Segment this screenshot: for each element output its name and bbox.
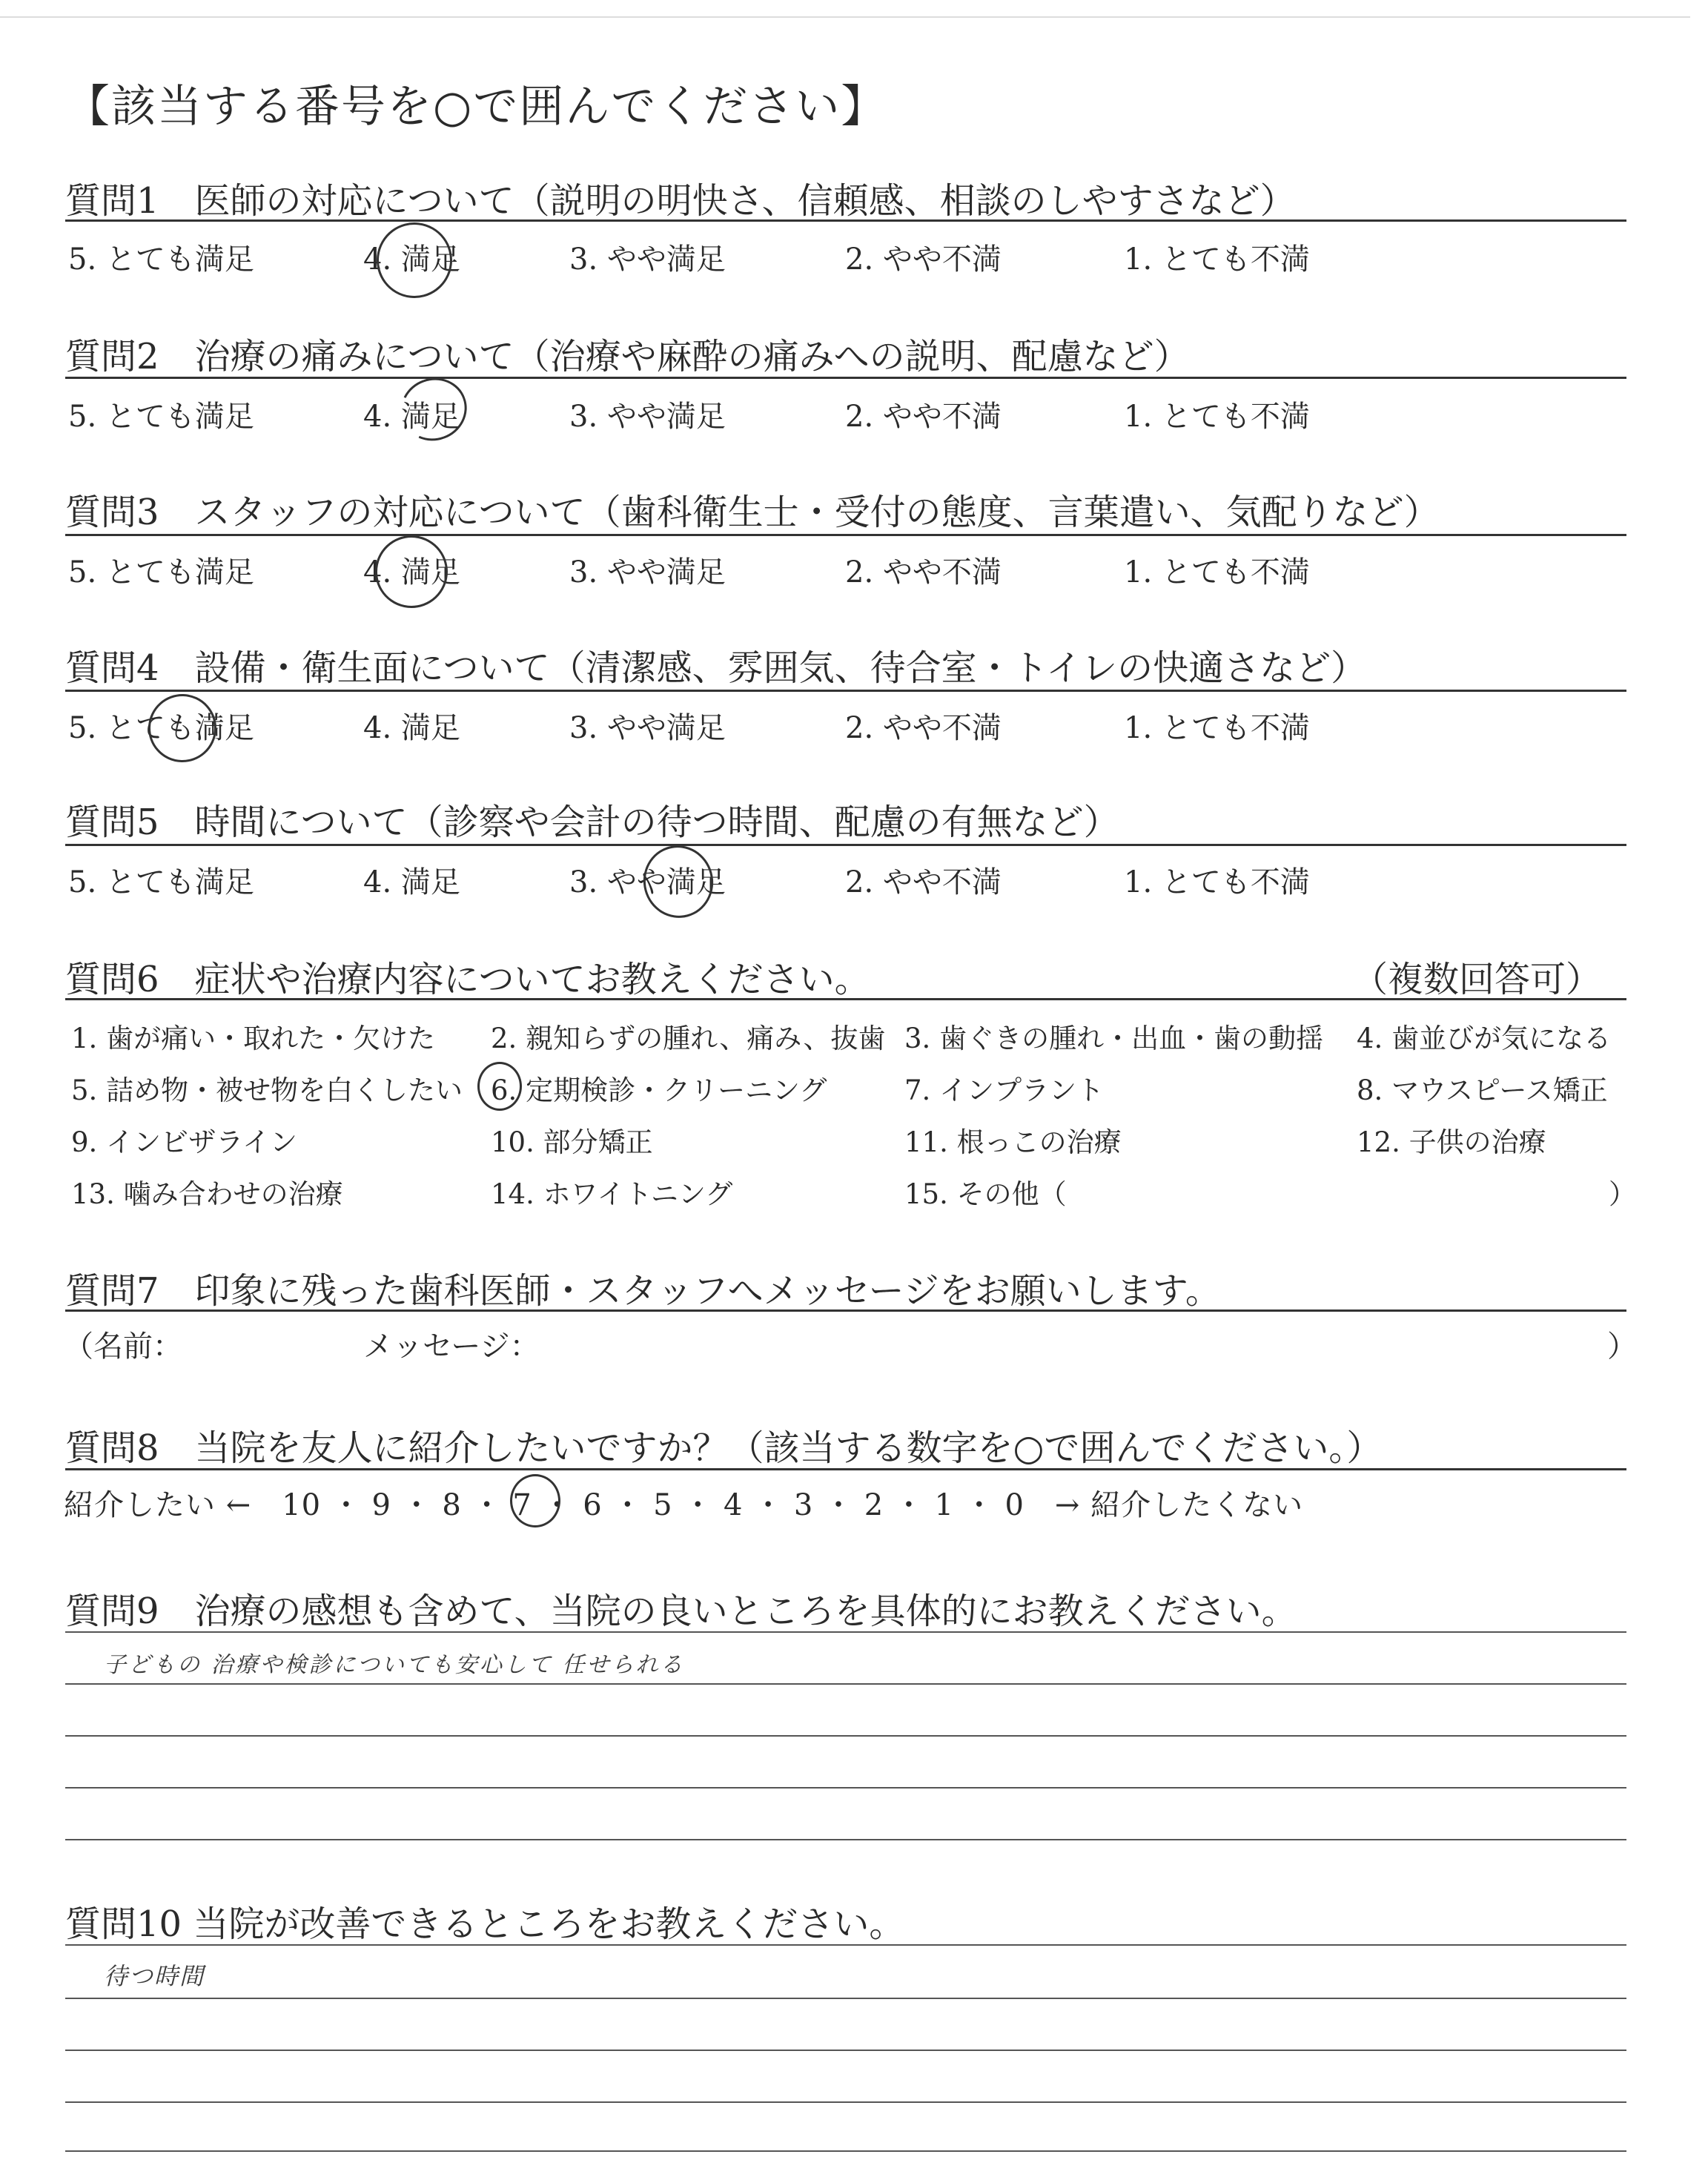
q3-option-5[interactable]: 5. とても満足 xyxy=(68,555,254,589)
q1-option-1[interactable]: 1. とても不満 xyxy=(1124,242,1310,277)
q6-item-2[interactable]: 2. 親知らずの腫れ、痛み、抜歯 xyxy=(491,1023,886,1054)
q3-option-2[interactable]: 2. やや不満 xyxy=(845,555,1002,589)
q10-answer-line-2 xyxy=(65,1998,1626,1999)
q4-option-5[interactable]: 5. とても満足 xyxy=(68,711,254,745)
question-7-rule xyxy=(65,1309,1626,1312)
q6-item-9[interactable]: 9. インビザライン xyxy=(71,1126,297,1158)
q9-answer-line-2 xyxy=(65,1683,1626,1685)
q6-other-close-paren: ） xyxy=(1609,1178,1636,1210)
q5-option-1[interactable]: 1. とても不満 xyxy=(1124,865,1310,899)
question-5-title: 質問5 時間について（診察や会計の待つ時間、配慮の有無など） xyxy=(65,802,1119,843)
question-8-rule xyxy=(65,1468,1626,1470)
q6-item-4[interactable]: 4. 歯並びが気になる xyxy=(1357,1023,1612,1054)
q8-selection-circle xyxy=(510,1474,560,1527)
q10-answer-line-1 xyxy=(65,1944,1626,1946)
q1-option-3[interactable]: 3. やや満足 xyxy=(569,242,726,277)
q2-option-3[interactable]: 3. やや満足 xyxy=(569,400,726,434)
q10-handwritten-answer: 待つ時間 xyxy=(104,1962,205,1990)
q9-answer-line-3 xyxy=(65,1735,1626,1737)
question-2-title: 質問2 治療の痛みについて（治療や麻酔の痛みへの説明、配慮など） xyxy=(65,336,1190,377)
q4-option-2[interactable]: 2. やや不満 xyxy=(845,711,1002,745)
q10-answer-line-3 xyxy=(65,2050,1626,2051)
q6-item-6[interactable]: 6. 定期検診・クリーニング xyxy=(491,1074,827,1106)
q6-item-13[interactable]: 13. 噛み合わせの治療 xyxy=(71,1178,343,1210)
page-header: 【該当する番号を○で囲んでください】 xyxy=(65,81,887,133)
q6-item-14[interactable]: 14. ホワイトニング xyxy=(491,1178,733,1210)
question-6-title: 質問6 症状や治療内容についてお教えください。 xyxy=(65,959,870,1000)
q5-selection-circle xyxy=(635,838,721,926)
question-6-note: （複数回答可） xyxy=(1352,959,1602,1000)
q4-option-3[interactable]: 3. やや満足 xyxy=(569,711,726,745)
q10-answer-line-5 xyxy=(65,2150,1626,2152)
q6-item-8[interactable]: 8. マウスピース矯正 xyxy=(1357,1074,1608,1106)
q6-selection-circle xyxy=(477,1062,522,1111)
q6-item-15[interactable]: 15. その他（ xyxy=(904,1178,1067,1210)
question-1-rule xyxy=(65,219,1626,222)
q1-option-4[interactable]: 4. 満足 xyxy=(363,242,460,277)
q2-option-2[interactable]: 2. やや不満 xyxy=(845,400,1002,434)
question-6-rule xyxy=(65,998,1626,1000)
top-edge-line xyxy=(0,16,1690,18)
q6-item-1[interactable]: 1. 歯が痛い・取れた・欠けた xyxy=(71,1023,436,1054)
question-8-title: 質問8 当院を友人に紹介したいですか？（該当する数字を○で囲んでください。） xyxy=(65,1427,1383,1469)
question-10-title: 質問10 当院が改善できるところをお教えください。 xyxy=(65,1903,905,1945)
q9-answer-line-4 xyxy=(65,1787,1626,1789)
q4-option-1[interactable]: 1. とても不満 xyxy=(1124,711,1310,745)
q1-option-5[interactable]: 5. とても満足 xyxy=(68,242,254,277)
q7-close-paren: ） xyxy=(1607,1330,1637,1364)
q3-selection-circle xyxy=(369,529,454,614)
q5-option-4[interactable]: 4. 満足 xyxy=(363,865,460,899)
q1-option-2[interactable]: 2. やや不満 xyxy=(845,242,1002,277)
q3-option-4[interactable]: 4. 満足 xyxy=(363,555,460,589)
question-4-title: 質問4 設備・衛生面について（清潔感、雰囲気、待合室・トイレの快適さなど） xyxy=(65,647,1367,689)
q9-handwritten-answer: 子どもの 治療や検診についても安心して 任せられる xyxy=(104,1652,685,1678)
q5-option-2[interactable]: 2. やや不満 xyxy=(845,865,1002,899)
q6-item-10[interactable]: 10. 部分矯正 xyxy=(491,1126,653,1158)
q3-option-1[interactable]: 1. とても不満 xyxy=(1124,555,1310,589)
q9-answer-line-1 xyxy=(65,1631,1626,1633)
question-4-rule xyxy=(65,690,1626,692)
q7-message-label: メッセージ： xyxy=(363,1330,540,1364)
question-3-title: 質問3 スタッフの対応について（歯科衛生士・受付の態度、言葉遣い、気配りなど） xyxy=(65,492,1440,533)
q5-option-3[interactable]: 3. やや満足 xyxy=(569,865,726,899)
q2-option-4[interactable]: 4. 満足 xyxy=(363,400,460,434)
q2-option-5[interactable]: 5. とても満足 xyxy=(68,400,254,434)
q5-option-5[interactable]: 5. とても満足 xyxy=(68,865,254,899)
q10-answer-line-4 xyxy=(65,2101,1626,2103)
q7-name-label: （名前： xyxy=(64,1330,182,1364)
q6-item-12[interactable]: 12. 子供の治療 xyxy=(1357,1126,1546,1158)
question-2-rule xyxy=(65,377,1626,379)
question-9-title: 質問9 治療の感想も含めて、当院の良いところを具体的にお教えください。 xyxy=(65,1591,1297,1632)
q3-option-3[interactable]: 3. やや満足 xyxy=(569,555,726,589)
question-5-rule xyxy=(65,844,1626,846)
question-1-title: 質問1 医師の対応について（説明の明快さ、信頼感、相談のしやすさなど） xyxy=(65,180,1296,222)
q6-item-11[interactable]: 11. 根っこの治療 xyxy=(904,1126,1122,1158)
q1-selection-circle xyxy=(368,214,461,307)
q4-option-4[interactable]: 4. 満足 xyxy=(363,711,460,745)
q2-option-1[interactable]: 1. とても不満 xyxy=(1124,400,1310,434)
q9-answer-line-5 xyxy=(65,1839,1626,1840)
q6-item-5[interactable]: 5. 詰め物・被せ物を白くしたい xyxy=(71,1074,463,1106)
q2-selection-circle xyxy=(391,369,475,450)
q6-item-3[interactable]: 3. 歯ぐきの腫れ・出血・歯の動揺 xyxy=(904,1023,1324,1054)
q8-recommend-scale[interactable]: 紹介したい ← 10 ・ 9 ・ 8 ・ 7 ・ 6 ・ 5 ・ 4 ・ 3 ・ 2 ・ 1 ・ 0 → 紹介したくない xyxy=(64,1488,1304,1522)
question-7-title: 質問7 印象に残った歯科医師・スタッフへメッセージをお願いします。 xyxy=(65,1270,1221,1312)
q6-item-7[interactable]: 7. インプラント xyxy=(904,1074,1105,1106)
question-3-rule xyxy=(65,534,1626,536)
q4-selection-circle xyxy=(139,684,226,772)
